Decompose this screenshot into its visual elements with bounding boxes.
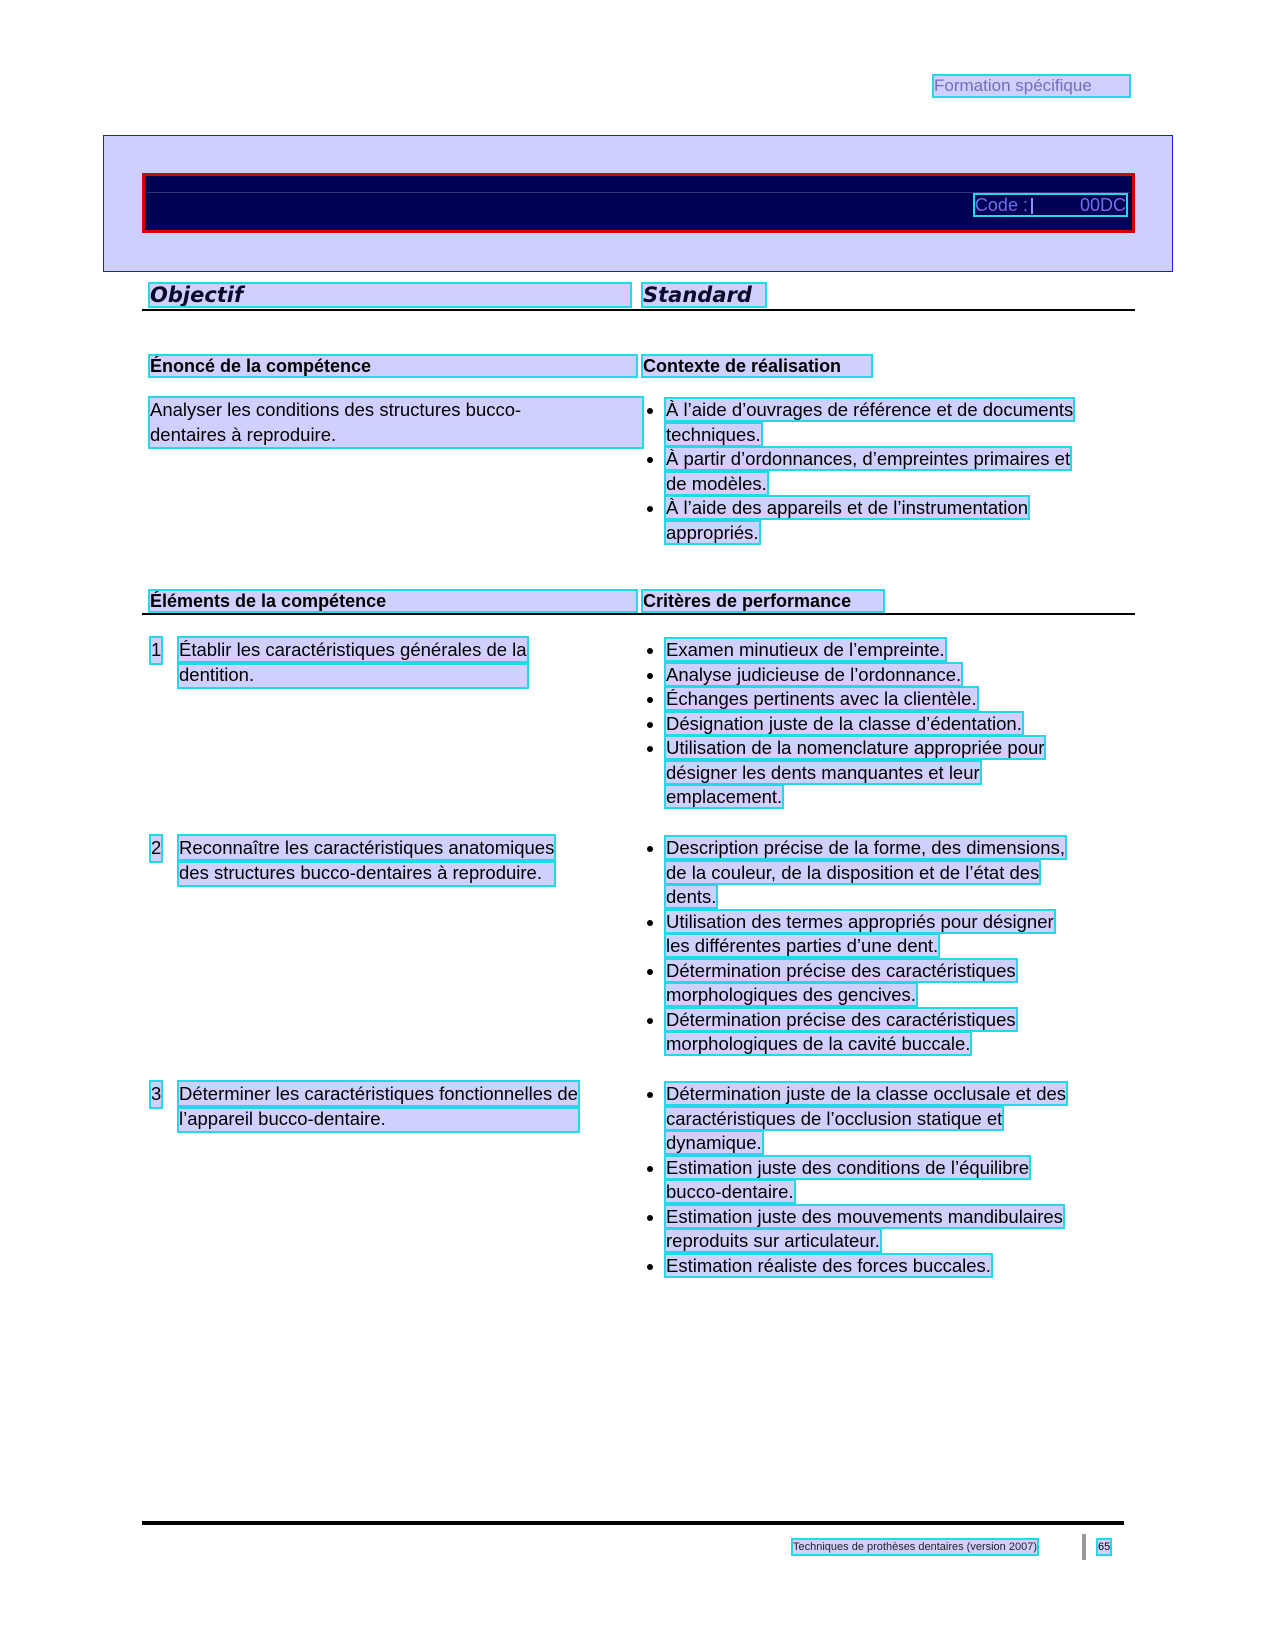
element-1: [151, 638, 671, 687]
code-separator: [1031, 198, 1033, 214]
criterion-item: Détermination précise des caractéristiques morphologiques de la cavité buccale.: [644, 1008, 1124, 1057]
bullet-icon: [647, 648, 653, 654]
bullet-icon: [647, 969, 653, 975]
element-line: Établir les caractéristiques générales de la: [179, 638, 527, 663]
code-label: Code :: [974, 195, 1028, 215]
criteria-heading: Critères de performance: [643, 591, 883, 611]
bullet-icon: [647, 697, 653, 703]
statement-heading: Énoncé de la compétence: [150, 356, 636, 376]
bullet-icon: [647, 1092, 653, 1098]
bullet-icon: [647, 1264, 653, 1270]
statement-line: Analyser les conditions des structures bucco-: [150, 399, 522, 420]
footer-rule: [142, 1521, 1124, 1525]
criterion-item: Examen minutieux de l’empreinte.: [644, 638, 1124, 663]
element-number: 1: [151, 638, 161, 663]
page-number: 65: [1098, 1541, 1111, 1553]
column-heading-standard: Standard: [643, 284, 765, 306]
bullet-icon: [647, 920, 653, 926]
bullet-icon: [647, 846, 653, 852]
criteria-list-3: [644, 1082, 1124, 1278]
criteria-list-1: [644, 638, 1124, 810]
footer-text: Techniques de prothèses dentaires (version 2007): [793, 1541, 1037, 1553]
title-bar: [142, 173, 1135, 233]
bullet-icon: [647, 1166, 653, 1172]
context-item: À partir d’ordonnances, d’empreintes primaires et de modèles.: [644, 447, 1124, 496]
criterion-item: Utilisation des termes appropriés pour désigner les différentes parties d’une dent.: [644, 910, 1124, 959]
element-line: l’appareil bucco-dentaire.: [179, 1107, 578, 1132]
bullet-icon: [647, 746, 653, 752]
criterion-item: Analyse judicieuse de l’ordonnance.: [644, 663, 1124, 688]
bullet-icon: [647, 1215, 653, 1221]
criterion-item: Désignation juste de la classe d’édentation.: [644, 712, 1124, 737]
element-3: [151, 1082, 671, 1131]
bullet-icon: [647, 408, 653, 414]
element-line: Reconnaître les caractéristiques anatomiques: [179, 836, 554, 861]
criterion-item: Détermination juste de la classe occlusale et des caractéristiques de l’occlusion statique et dynamique.: [644, 1082, 1124, 1156]
criterion-item: Détermination précise des caractéristiques morphologiques des gencives.: [644, 959, 1124, 1008]
criterion-item: Estimation juste des mouvements mandibulaires reproduits sur articulateur.: [644, 1205, 1124, 1254]
title-bar-divider: [147, 192, 1130, 193]
column-heading-objectif: Objectif: [150, 284, 630, 306]
criterion-item: Utilisation de la nomenclature appropriée pour désigner les dents manquantes et leur emplacement.: [644, 736, 1124, 810]
footer-separator: [1082, 1534, 1086, 1560]
context-item: À l’aide d’ouvrages de référence et de documents techniques.: [644, 398, 1124, 447]
context-heading: Contexte de réalisation: [643, 356, 871, 376]
competence-statement: [150, 398, 642, 447]
elements-heading: Éléments de la compétence: [150, 591, 636, 611]
criterion-item: Échanges pertinents avec la clientèle.: [644, 687, 1124, 712]
competency-code: [975, 195, 1126, 215]
bullet-icon: [647, 722, 653, 728]
bullet-icon: [647, 673, 653, 679]
statement-line: dentaires à reproduire.: [150, 423, 337, 445]
context-list: [644, 398, 1124, 545]
element-2: [151, 836, 671, 885]
element-line: dentition.: [179, 663, 527, 688]
bullet-icon: [647, 1018, 653, 1024]
elements-heading-rule: [142, 613, 1135, 615]
element-line: Déterminer les caractéristiques fonctionnelles de: [179, 1082, 578, 1107]
bullet-icon: [647, 457, 653, 463]
bullet-icon: [647, 506, 653, 512]
criterion-item: Estimation réaliste des forces buccales.: [644, 1254, 1124, 1279]
context-item: À l’aide des appareils et de l’instrumentation appropriés.: [644, 496, 1124, 545]
element-number: 3: [151, 1082, 161, 1107]
section-label: Formation spécifique: [934, 76, 1129, 96]
criterion-item: Description précise de la forme, des dimensions, de la couleur, de la disposition et de l’état des dents.: [644, 836, 1124, 910]
criteria-list-2: [644, 836, 1124, 1057]
code-value: 00DC: [1079, 195, 1126, 215]
criterion-item: Estimation juste des conditions de l’équilibre bucco-dentaire.: [644, 1156, 1124, 1205]
column-heading-rule: [142, 309, 1135, 311]
element-line: des structures bucco-dentaires à reproduire.: [179, 861, 554, 886]
element-number: 2: [151, 836, 161, 861]
